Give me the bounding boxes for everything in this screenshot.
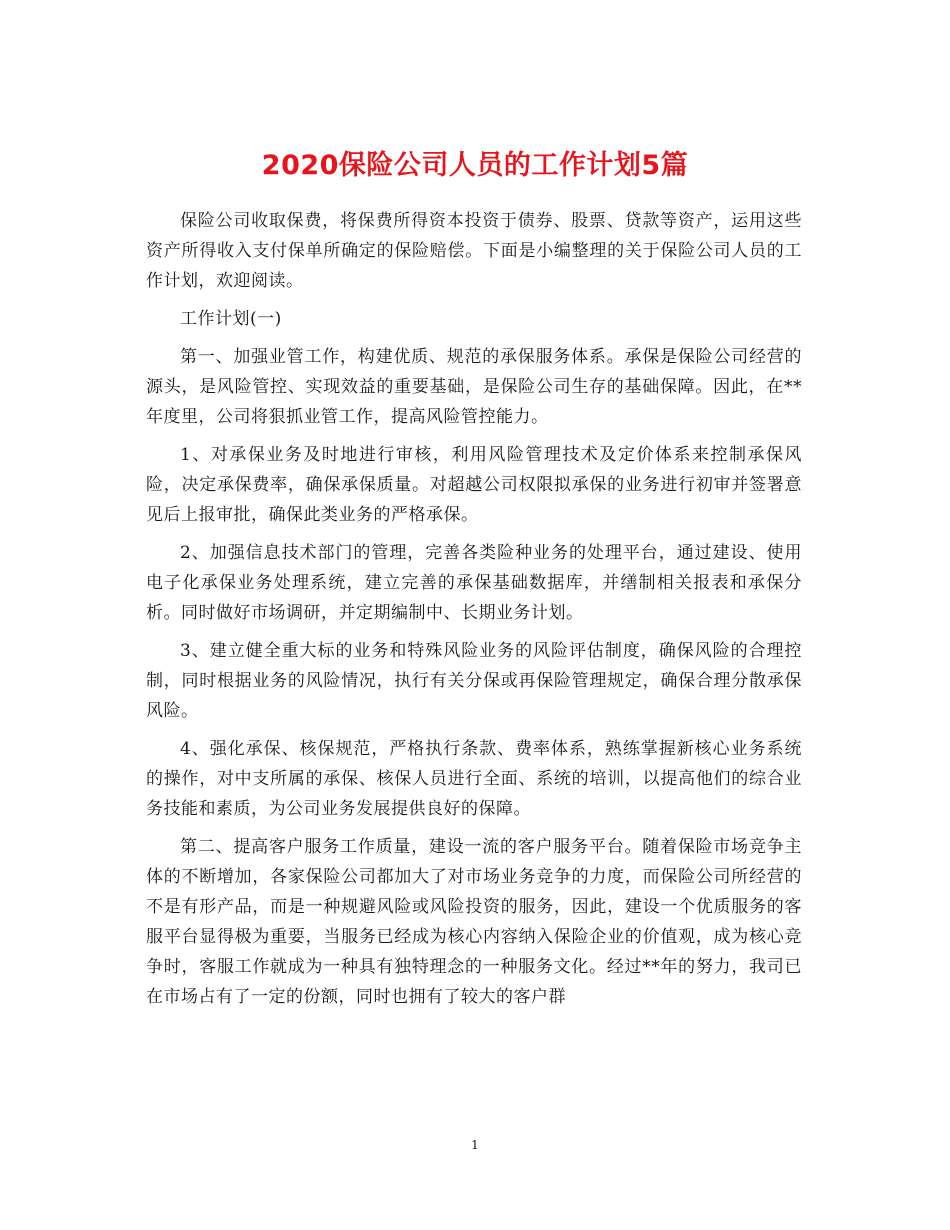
paragraph-item-3: 3、建立健全重大标的业务和特殊风险业务的风险评估制度，确保风险的合理控制，同时根据业务的风险情况，执行有关分保或再保险管理规定，确保合理分散承保风险。	[146, 641, 802, 721]
paragraph-item-2: 2、加强信息技术部门的管理，完善各类险种业务的处理平台，通过建设、使用电子化承保业务处理系统，建立完善的承保基础数据库，并缮制相关报表和承保分析。同时做好市场调研，并定期编制中、长期业务计划。	[146, 543, 802, 623]
paragraph-point-2: 第二、提高客户服务工作质量，建设一流的客户服务平台。随着保险市场竞争主体的不断增加，各家保险公司都加大了对市场业务竞争的力度，而保险公司所经营的不是有形产品，而是一种规避风险或风险投资的服务，因此，建设一个优质服务的客服平台显得极为重要，当服务已经成为核心内容纳入保险企业的价值观，成为核心竞争时，客服工作就成为一种具有独特理念的一种服务文化。经过**年的努力，我司已在市场占有了一定的份额，同时也拥有了较大的客户群	[146, 837, 802, 1007]
section-heading-plan-1: 工作计划(一)	[180, 309, 282, 329]
paragraph-intro: 保险公司收取保费，将保费所得资本投资于债券、股票、贷款等资产，运用这些资产所得收入支付保单所确定的保险赔偿。下面是小编整理的关于保险公司人员的工作计划，欢迎阅读。	[146, 211, 802, 291]
paragraph-item-1: 1、对承保业务及时地进行审核，利用风险管理技术及定价体系来控制承保风险，决定承保费率，确保承保质量。对超越公司权限拟承保的业务进行初审并签署意见后上报审批，确保此类业务的严格承保。	[146, 445, 802, 525]
document-title: 2020保险公司人员的工作计划5篇	[261, 150, 689, 182]
paragraph-item-4: 4、强化承保、核保规范，严格执行条款、费率体系，熟练掌握新核心业务系统的操作，对中支所属的承保、核保人员进行全面、系统的培训，以提高他们的综合业务技能和素质，为公司业务发展提供良好的保障。	[146, 739, 802, 819]
page-number: 1	[471, 1138, 479, 1152]
paragraph-point-1: 第一、加强业管工作，构建优质、规范的承保服务体系。承保是保险公司经营的源头，是风险管控、实现效益的重要基础，是保险公司生存的基础保障。因此，在**年度里，公司将狠抓业管工作，提高风险管控能力。	[146, 347, 802, 427]
document-body	[146, 206, 802, 1020]
